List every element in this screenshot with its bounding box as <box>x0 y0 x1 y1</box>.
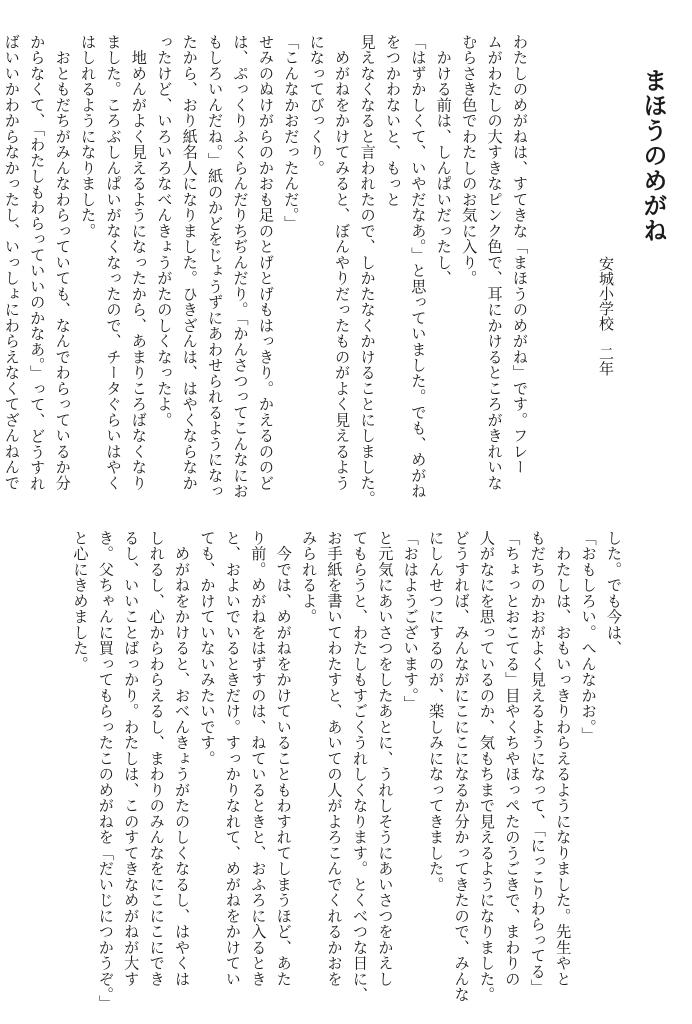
essay-title: まほうのめがね <box>639 68 668 243</box>
essay-body-upper: わたしのめがねは、すてきな「まほうのめがね」です。フレー ムがわたしの大すきなピンク色で、耳にかけるところがきれいな むらさき色でわたしのお気に入り。 かける前は、しんぱいだったし、 「はずかしくて、いやだなあ。」と思っていました。でも、めがね をつかわないと、もっと 見えなくなると言われたので、しかたなくかけることにしました。 めがねをかけてみると、ぼんやりだったものがよく見えるよう になってびっくり。 「こんなかおだったんだ。」 せみのぬけがらのかおも足のとげとげもはっきり。かえるののど は、ぷっくりふくらんだりちぢんだり。「かんさつってこんなにお もしろいんだね。」紙のかどをじょうずにあわせられるようになっ たから、おり紙名人になりました。ひきざんは、はやくならなか ったけど、いろいろなべんきょうがたのしくなったよ。 地めんがよく見えるようになったから、あまりころばなくなり ました。ころぶしんぱいがなくなったので、チータぐらいはやく はしれるようになりました。 おともだちがみんなわらっていても、なんでわらっているか分 からなくて、「わたしもわらっていいのかなあ。」って、どうすれ ばいいかわからなかったし、いっしょにわらえなくてざんねんで <box>2 34 529 507</box>
essay-body-lower: した。でも今は、 「おもしろい。へんなかお。」 わたしは、おもいっきりわらえるようになりました。先生やと もだちのかおがよく見えるようになって、「にっこりわらってる」 「ちょっとおこてる」目やくちやほっぺたのうごきで、まわりの 人がなにを思っているのか、気もちまで見えるようになりました。 どうすれば、みんながにこにこになるか分かってきたので、みんな にしんせつにするのが、楽しみになってきました。 「おはようございます。」 と元気にあいさつをしたあとに、うれしそうにあいさつをかえし てもらうと、わたしもすごくうれしくなります。とくべつな日に、 お手紙を書いてわたすと、あいての人がよろこんでくれるかおを みられるよ。 今では、めがねをかけていることもわすれてしまうほど、あた り前。めがねをはずすのは、ねているときと、おふろに入るとき と、およいでいるときだけ。すっかりなれて、めがねをかけてい ても、かけていないみたいです。 めがねをかけると、おべんきょうがたのしくなるし、はやくは しれるし、心からわらえるし、まわりのみんなをにこにこにでき るし、いいことばっかり。わたしは、このすてきなめがねが大す き。父ちゃんに買ってもらったこのめがねを「だいじにつかうぞ。」 と心にきめました。 <box>71 530 623 1011</box>
author-line: 安城小学校 二年 <box>597 256 615 376</box>
